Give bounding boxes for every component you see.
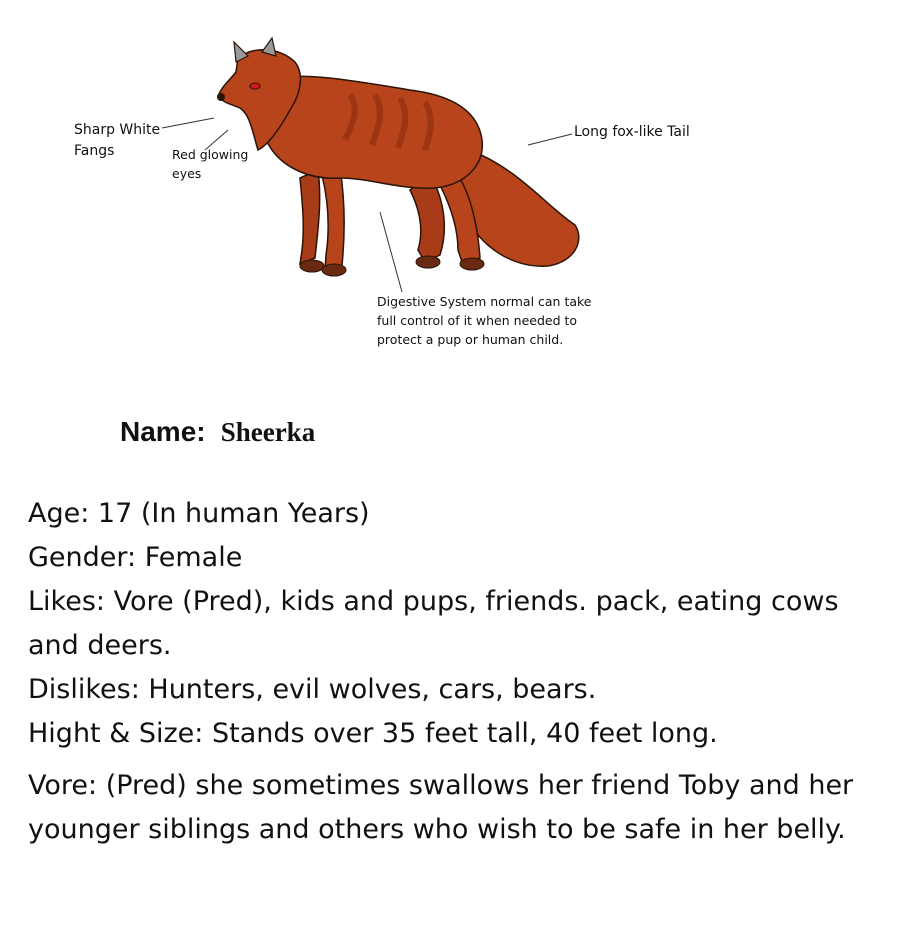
callout-line-digestive <box>380 212 402 292</box>
wolf-paw-4 <box>460 258 484 270</box>
callout-line-tail <box>528 134 572 145</box>
name-row <box>120 416 315 456</box>
wolf-eye <box>250 83 260 89</box>
profile-dislikes: Dislikes: Hunters, evil wolves, cars, bears. <box>28 674 597 705</box>
wolf-paw <box>300 260 324 272</box>
profile-age: Age: 17 (In human Years) <box>28 498 370 529</box>
wolf-front-leg-2 <box>322 168 344 270</box>
wolf-nose <box>217 93 225 101</box>
name-label: Name: <box>120 416 206 447</box>
profile-height-size: Hight & Size: Stands over 35 feet tall, 40 feet long. <box>28 718 718 749</box>
callout-eyes: Red glowing eyes <box>172 147 249 181</box>
wolf-paw-3 <box>416 256 440 268</box>
wolf-illustration <box>0 0 900 380</box>
profile-bio <box>28 492 888 852</box>
callout-line-fangs <box>162 118 214 128</box>
wolf-paw-2 <box>322 264 346 276</box>
callout-fangs: Sharp White Fangs <box>74 122 161 159</box>
profile-likes: Likes: Vore (Pred), kids and pups, friends. pack, eating cows and deers. <box>28 586 839 661</box>
callout-digestive: Digestive System normal can take full control of it when needed to protect a pup or human child. <box>377 294 592 347</box>
profile-vore: Vore: (Pred) she sometimes swallows her friend Toby and her younger siblings and others who wish to be safe in her belly. <box>28 770 854 845</box>
profile-gender: Gender: Female <box>28 542 243 573</box>
callout-tail: Long fox-like Tail <box>574 124 690 140</box>
wolf-front-leg <box>300 170 320 264</box>
name-value: Sheerka <box>220 417 316 447</box>
